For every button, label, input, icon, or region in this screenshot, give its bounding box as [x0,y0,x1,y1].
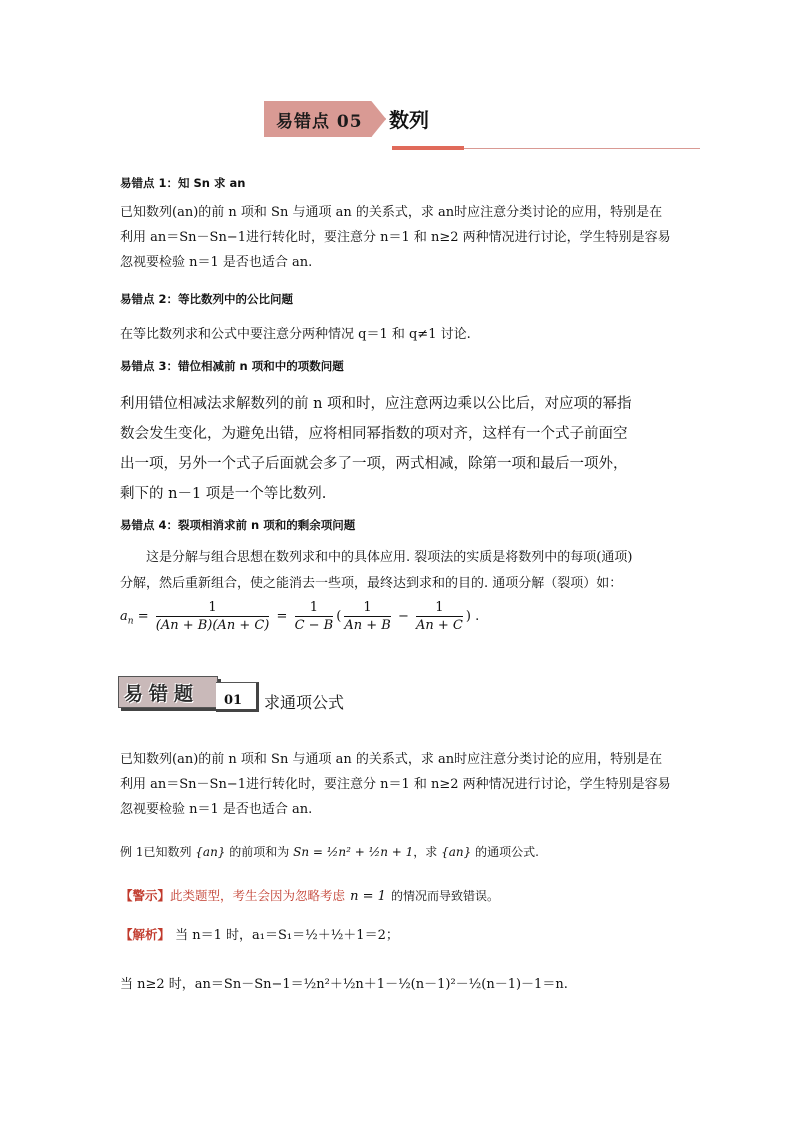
formula-lhs-sub: n [127,616,134,627]
point-2-line: 在等比数列求和公式中要注意分两种情况 q＝1 和 q≠1 讨论. [120,327,471,342]
point-4-heading: 易错点 4：裂项相消求前 n 项和的剩余项问题 [120,518,356,532]
example-end: 的通项公式. [475,845,539,859]
formula-fraction-4 [416,600,463,633]
point-3-line: 利用错位相减法求解数列的前 n 项和时，应注意两边乘以公比后，对应项的幂指 [120,396,632,412]
fraction-denominator: (An + B)(An + C) [155,618,270,633]
formula-equals: = [276,609,288,624]
warning-line [120,885,700,904]
formula-equals: = [137,609,149,624]
example-mid: 的前项和为 [229,845,290,859]
formula-lhs: a [120,609,128,624]
formula-minus: − [397,609,409,624]
formula-fraction-3 [344,600,390,633]
solution-line-2: 当 n≥2 时，an＝Sn－Sn−1＝½n²＋½n＋1－½(n－1)²－½(n－1)－1＝n. [120,977,568,992]
example-suffix: ，求 [413,845,438,859]
warning-tail: 的情况而导致错误。 [391,889,500,903]
problem-badge-label: 易错题 [124,683,200,705]
fraction-numerator: 1 [344,600,390,617]
problem-title: 求通项公式 [264,693,345,712]
problem-intro-line: 利用 an＝Sn－Sn−1进行转化时，要注意分 n＝1 和 n≥2 两种情况进行讨论，学生特别是容易 [120,777,671,792]
formula-fraction-2 [295,600,334,633]
fraction-denominator: An + C [415,618,463,633]
point-3-body [120,389,700,509]
point-3-line: 剩下的 n－1 项是一个等比数列. [120,486,327,502]
example-prefix: 例 1已知数列 [120,845,192,859]
solution-label: 【解析】 [120,927,171,942]
fraction-numerator: 1 [156,600,270,617]
example-sequence: {an} [441,845,472,859]
problem-number: 01 [224,693,243,708]
formula-fraction-1 [156,600,270,633]
solution-step-1: 当 n＝1 时，a₁＝S₁＝½＋½＋1＝2； [175,928,399,943]
point-4-body-first [146,545,706,571]
problem-intro-line: 已知数列(an)的前 n 项和 Sn 与通项 an 的关系式，求 an时应注意分类讨论的应用，特别是在 [120,752,663,767]
section-banner-label: 易错点 05 [276,112,363,132]
warning-text: 此类题型，考生会因为忽略考虑 [170,888,346,903]
problem-intro [120,747,700,822]
point-3-heading: 易错点 3：错位相减前 n 项和中的项数问题 [120,359,344,373]
split-term-formula: $a_n$ = $\frac{1}{(An + B)(An + C)}$ = $\frac{1}{C - B}$ ( $\frac{1}{An + B}$ − $\frac{1}{An + C}$ ) . [120,600,480,633]
point-4-body-second [120,571,700,597]
fraction-numerator: 1 [416,600,463,617]
point-4-line: 这是分解与组合思想在数列求和中的具体应用. 裂项法的实质是将数列中的每项(通项) [146,550,633,565]
example-sequence: {an} [195,845,226,859]
point-1-line: 忽视要检验 n＝1 是否也适合 an. [120,255,313,270]
fraction-numerator: 1 [295,600,334,617]
header-divider-accent [392,146,464,150]
point-1-body [120,200,700,275]
fraction-denominator: An + B [344,618,391,633]
example-1 [120,843,700,860]
formula-tail: ) . [465,609,480,624]
problem-intro-line: 忽视要检验 n＝1 是否也适合 an. [120,802,313,817]
fraction-denominator: C − B [294,618,334,633]
point-2-heading: 易错点 2：等比数列中的公比问题 [120,292,294,306]
point-1-heading: 易错点 1：知 Sn 求 an [120,176,246,190]
point-2-body [120,322,700,347]
page-title: 数列 [389,108,429,132]
point-3-line: 出一项，另外一个式子后面就会多了一项，两式相减，除第一项和最后一项外， [120,456,628,472]
point-3-line: 数会发生变化，为避免出错，应将相同幂指数的项对齐，这样有一个式子前面空 [120,426,628,442]
solution-line-1 [120,924,700,943]
point-4-line: 分解，然后重新组合，使之能消去一些项，最终达到求和的目的. 通项分解（裂项）如： [120,576,623,591]
point-1-line: 已知数列(an)的前 n 项和 Sn 与通项 an 的关系式，求 an时应注意分类讨论的应用，特别是在 [120,205,663,220]
warning-math: n = 1 [350,889,386,904]
warning-label: 【警示】 [120,888,171,903]
example-formula: Sn = ½n² + ½n + 1 [293,845,414,859]
point-1-line: 利用 an＝Sn－Sn−1进行转化时，要注意分 n＝1 和 n≥2 两种情况进行讨论，学生特别是容易 [120,230,671,245]
